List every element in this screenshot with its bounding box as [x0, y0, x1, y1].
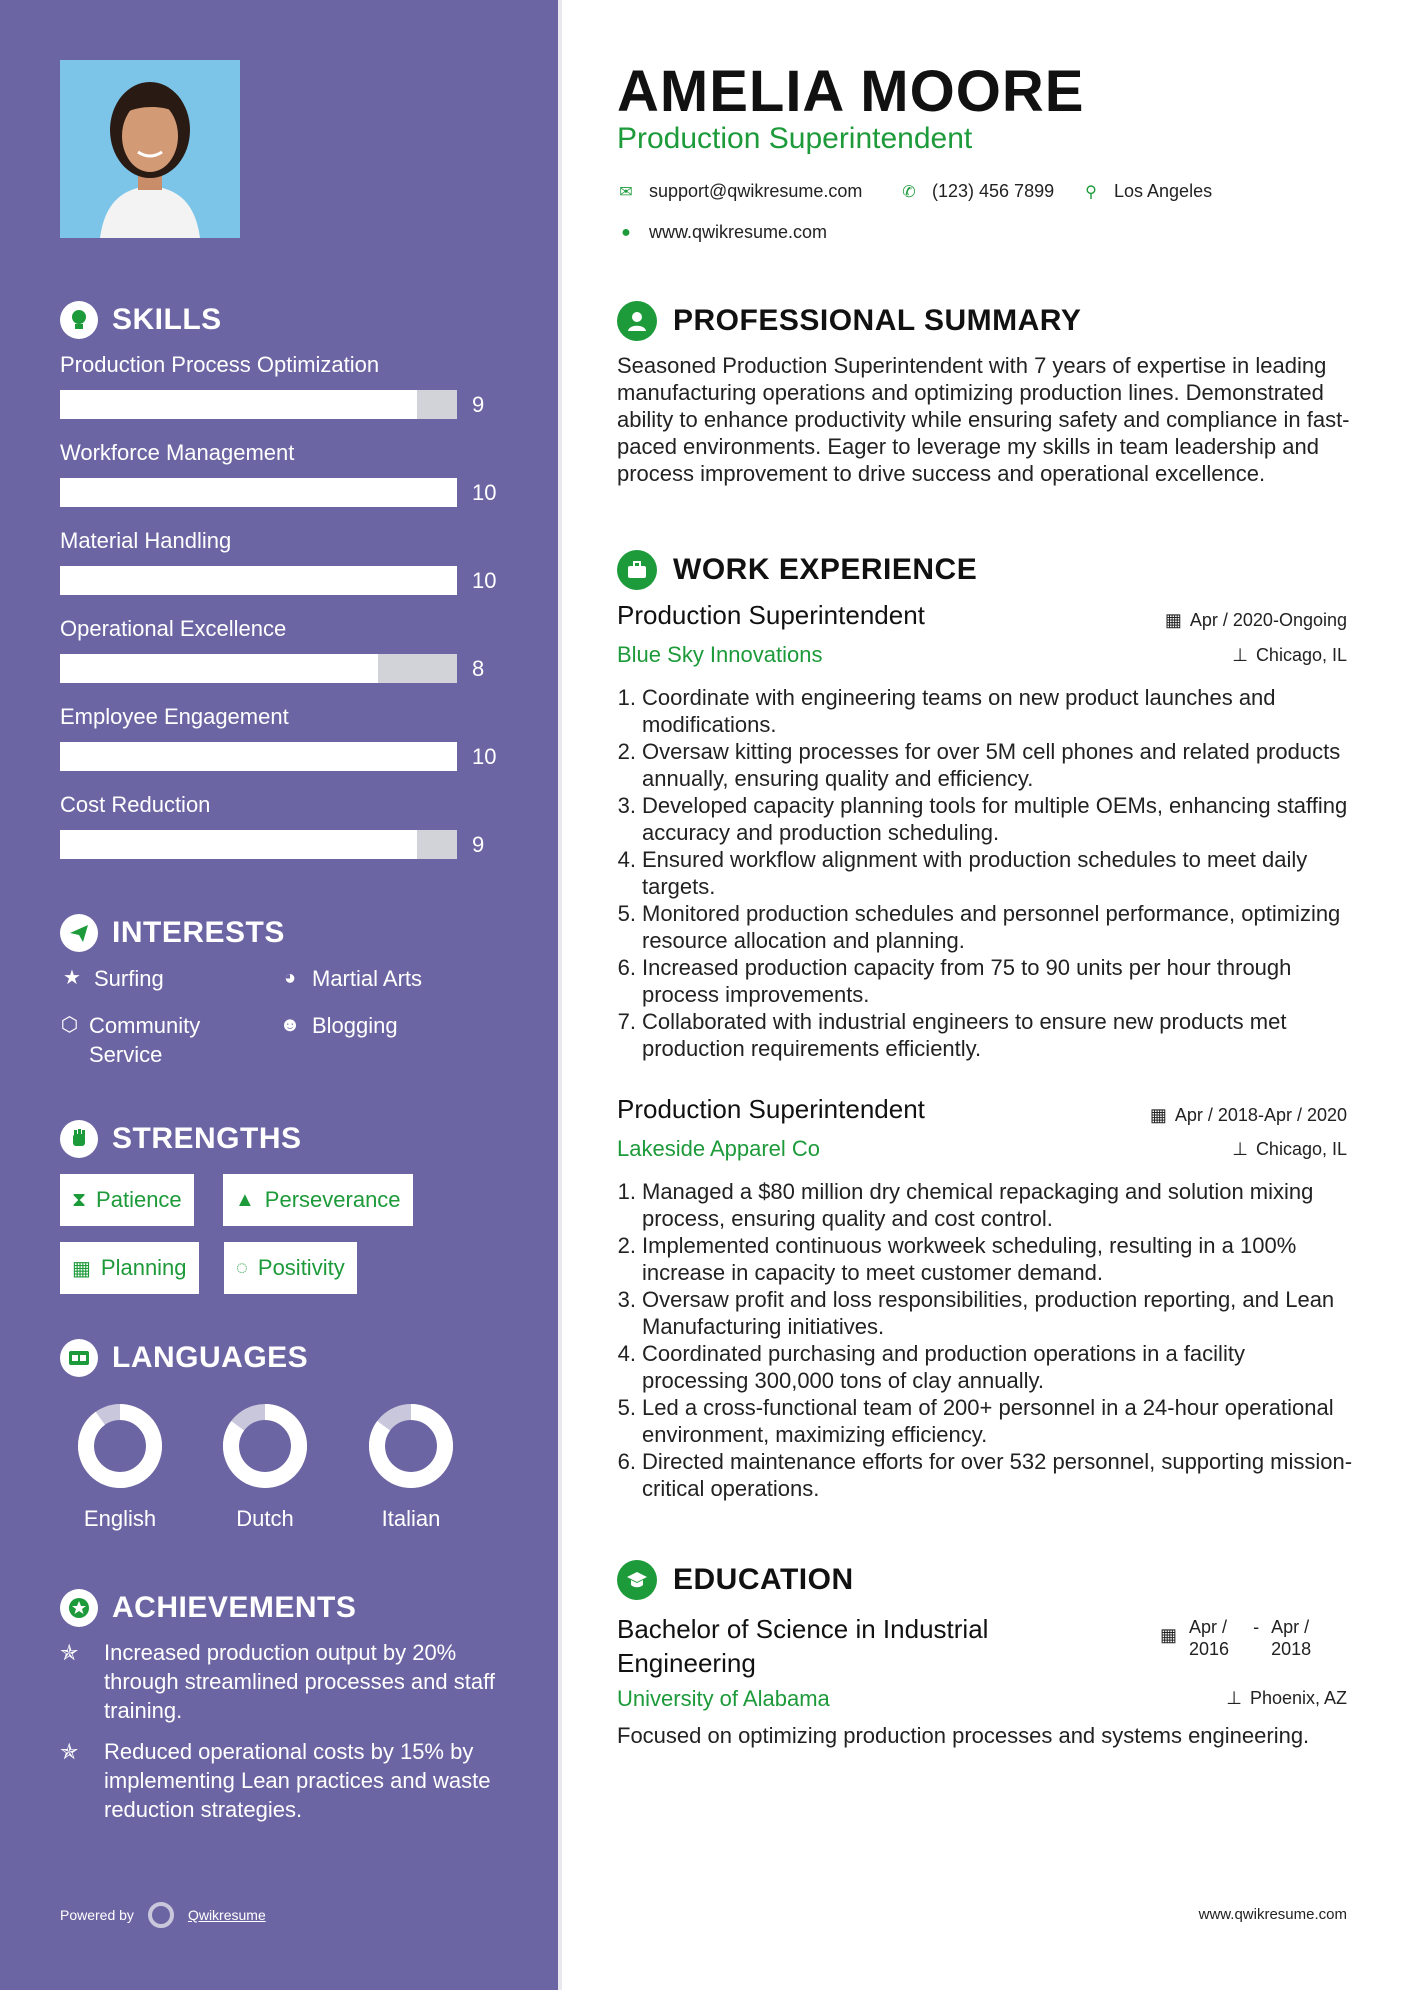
job-dates: ▦ Apr / 2020-Ongoing: [1164, 610, 1347, 630]
language-item: Dutch: [205, 1402, 325, 1532]
skill-fill: [60, 390, 417, 419]
education-dates: ▦ Apr / 2016 - Apr / 2018: [1160, 1617, 1312, 1659]
strength-badge: ▦ Planning: [60, 1242, 199, 1294]
skill-item: Operational Excellence 8: [60, 616, 485, 681]
language-ring: [76, 1402, 164, 1490]
globe-icon: ◕: [283, 967, 297, 989]
footer-url[interactable]: www.qwikresume.com: [1198, 1906, 1347, 1923]
shield-icon: ⬡: [60, 1014, 79, 1036]
experience-heading: WORK EXPERIENCE: [617, 550, 977, 590]
interests-heading: INTERESTS: [60, 914, 285, 952]
education-description: Focused on optimizing production processes and systems engineering.: [617, 1723, 1310, 1748]
qwikresume-logo-icon: [148, 1902, 174, 1928]
school-name: University of Alabama: [617, 1686, 830, 1711]
star-badge-icon: [60, 1589, 98, 1627]
pin-icon: ⊥: [1232, 1139, 1248, 1159]
language-icon: [60, 1339, 98, 1377]
hourglass-icon: ⧗: [72, 1188, 87, 1211]
list-item: 4. Ensured workflow alignment with production schedules to meet daily targets.: [617, 847, 1308, 899]
brand-link[interactable]: Qwikresume: [187, 1907, 266, 1923]
user-icon: [617, 301, 657, 341]
list-item: 1. Managed a $80 million dry chemical repackaging and solution mixing process, ensuring quality and cost control.: [617, 1179, 1314, 1231]
skill-bar: [60, 742, 457, 771]
calendar-icon: ▦: [1149, 1105, 1167, 1125]
list-item: 3. Developed capacity planning tools for multiple OEMs, enhancing staffing accuracy and production scheduling.: [617, 793, 1348, 845]
paper-plane-icon: [60, 914, 98, 952]
powered-by: Powered by Qwikresume: [60, 1902, 266, 1928]
contact-location: ⚲ Los Angeles: [1082, 181, 1212, 202]
skill-fill: [60, 830, 417, 859]
interest-item: ⬡ Community Service: [60, 1013, 201, 1067]
phone-icon: ✆: [902, 183, 916, 201]
road-icon: ▲: [235, 1188, 255, 1211]
strength-badge: ◌ Positivity: [224, 1242, 357, 1294]
skill-fill: [60, 742, 457, 771]
skill-bar: [60, 654, 457, 683]
skill-fill: [60, 654, 378, 683]
job-company: Lakeside Apparel Co: [617, 1136, 821, 1161]
job-company: Blue Sky Innovations: [617, 642, 823, 667]
users-icon: ☻: [279, 1014, 301, 1036]
list-item: 2. Implemented continuous workweek scheduling, resulting in a 100% increase in capacity to meet customer demand.: [617, 1233, 1297, 1285]
list-item: 5. Monitored production schedules and personnel performance, optimizing resource allocation and planning.: [617, 901, 1341, 953]
skill-item: Production Process Optimization 9: [60, 352, 485, 417]
list-item: 7. Collaborated with industrial engineers to ensure new products met production requirements efficiently.: [617, 1009, 1287, 1061]
calendar-icon: ▦: [1160, 1625, 1178, 1645]
sidebar: [0, 0, 558, 1990]
skill-fill: [60, 478, 457, 507]
strengths-heading: STRENGTHS: [60, 1120, 302, 1158]
map-marker-icon: ⚲: [1085, 183, 1097, 201]
list-item: 6. Increased production capacity from 75 to 90 units per hour through process improvements.: [617, 955, 1292, 1007]
languages-heading: LANGUAGES: [60, 1339, 308, 1377]
list-item: 2. Oversaw kitting processes for over 5M cell phones and related products annually, ensuring quality and efficiency.: [617, 739, 1341, 791]
achievement-item: ✯ Reduced operational costs by 15% by implementing Lean practices and waste reduction strategies.: [60, 1739, 491, 1822]
education-heading: EDUCATION: [617, 1560, 854, 1600]
skill-fill: [60, 566, 457, 595]
list-item: 5. Led a cross-functional team of 200+ personnel in a 24-hour operational environment, maximizing efficiency.: [617, 1395, 1334, 1447]
list-item: 6. Directed maintenance efforts for over 532 personnel, supporting mission-critical operations.: [617, 1449, 1353, 1501]
list-item: 4. Coordinated purchasing and production operations in a facility processing 300,000 tons of clay annually.: [617, 1341, 1245, 1393]
language-ring: [221, 1402, 309, 1490]
interest-item: ☻ Blogging: [279, 1013, 398, 1038]
skill-bar: [60, 478, 457, 507]
job-title: Production Superintendent: [617, 122, 973, 155]
skill-bar: [60, 390, 457, 419]
contact-email: ✉ support@qwikresume.com: [617, 181, 862, 202]
interest-item: ◕ Martial Arts: [278, 964, 422, 993]
skill-item: Cost Reduction 9: [60, 792, 485, 857]
job-location: ⊥ Chicago, IL: [1232, 1139, 1347, 1159]
summary-heading: PROFESSIONAL SUMMARY: [617, 301, 1081, 341]
sidebar-divider: [558, 0, 562, 1990]
pin-icon: ⊥: [1232, 645, 1248, 665]
skill-item: Workforce Management 10: [60, 440, 497, 505]
job-role: Production Superintendent: [617, 600, 925, 630]
summary-text: Seasoned Production Superintendent with 7 years of expertise in leading manufacturing operations and optimizing production lines. Demonstrated ability to enhance productivity while ensuring safety and compliance in fast-paced environments. Eager to leverage my skills in team leadership and process improvement to drive success and operational excellence.: [617, 353, 1350, 486]
contact-website: ● www.qwikresume.com: [617, 222, 827, 243]
hand-icon: [60, 1120, 98, 1158]
list-item: 1. Coordinate with engineering teams on new product launches and modifications.: [617, 685, 1276, 737]
profile-photo: [60, 60, 240, 238]
circle-notch-icon: ◌: [236, 1256, 248, 1279]
pin-icon: ⊥: [1226, 1688, 1242, 1708]
school-location: ⊥ Phoenix, AZ: [1226, 1688, 1347, 1708]
job-dates: ▦ Apr / 2018-Apr / 2020: [1149, 1105, 1347, 1125]
contact-phone: ✆ (123) 456 7899: [900, 181, 1054, 202]
strength-badge: ▲ Perseverance: [223, 1174, 413, 1226]
skill-bar: [60, 566, 457, 595]
language-ring: [367, 1402, 455, 1490]
job-bullets: [610, 1178, 1355, 1502]
list-item: 3. Oversaw profit and loss responsibilities, production reporting, and Lean Manufacturing initiatives.: [617, 1287, 1335, 1339]
briefcase-icon: [617, 550, 657, 590]
globe-icon: ●: [621, 223, 631, 241]
degree-title: Bachelor of Science in Industrial Engineering: [617, 1614, 989, 1678]
job-bullets: [610, 684, 1355, 1062]
language-item: English: [60, 1402, 180, 1532]
star-icon: ✯: [60, 1640, 79, 1665]
job-location: ⊥ Chicago, IL: [1232, 645, 1347, 665]
job-role: Production Superintendent: [617, 1094, 925, 1124]
strength-badge: ⧗ Patience: [60, 1174, 194, 1226]
star-icon: ★: [63, 967, 81, 989]
language-item: Italian: [351, 1402, 471, 1532]
star-icon: ✯: [60, 1739, 79, 1764]
calendar-icon: ▦: [1164, 610, 1182, 630]
achievement-item: ✯ Increased production output by 20% through streamlined processes and staff training.: [60, 1640, 495, 1723]
person-name: AMELIA MOORE: [617, 59, 1085, 124]
skill-item: Material Handling 10: [60, 528, 497, 593]
skills-heading: SKILLS: [60, 301, 222, 339]
calendar-icon: ▦: [72, 1257, 91, 1280]
skill-item: Employee Engagement 10: [60, 704, 497, 769]
lightbulb-icon: [60, 301, 98, 339]
skill-bar: [60, 830, 457, 859]
envelope-icon: ✉: [619, 183, 633, 201]
graduation-cap-icon: [617, 1560, 657, 1600]
interest-item: ★ Surfing: [60, 964, 164, 993]
achievements-heading: ACHIEVEMENTS: [60, 1589, 356, 1627]
